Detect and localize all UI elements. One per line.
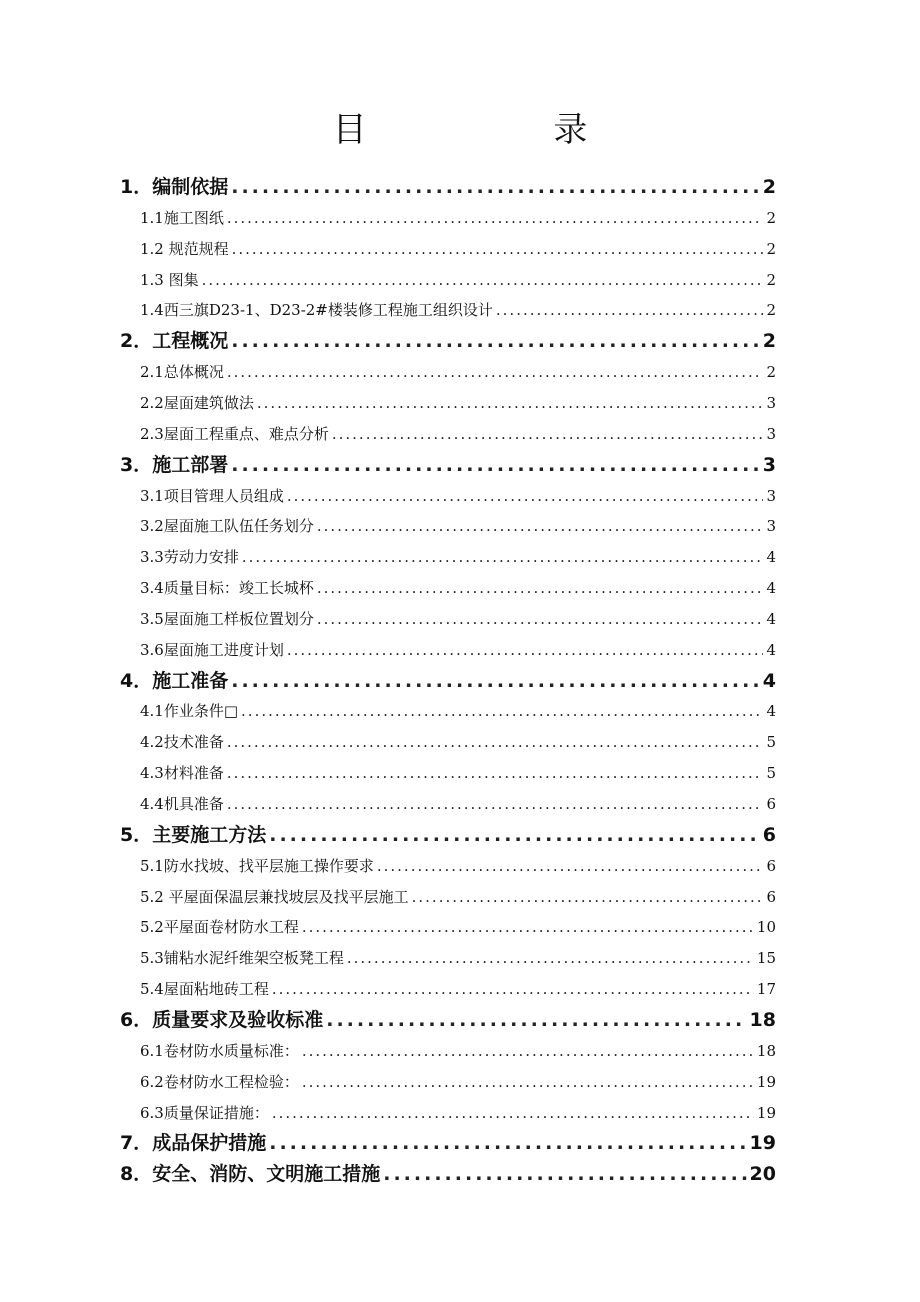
toc-entry-label: 5.4屋面粘地砖工程 xyxy=(140,980,269,999)
toc-section-entry[interactable] xyxy=(140,419,776,450)
toc-section-entry[interactable] xyxy=(140,295,776,326)
toc-entry-label: 4.1作业条件□ xyxy=(140,702,239,721)
toc-entry-label: 6.2卷材防水工程检验： xyxy=(140,1072,299,1091)
toc-entry-label: 7．成品保护措施 xyxy=(120,1132,267,1155)
toc-dot-leader xyxy=(242,542,764,573)
toc-section-entry[interactable] xyxy=(140,727,776,758)
toc-dot-leader xyxy=(227,789,764,820)
toc-section-entry[interactable] xyxy=(140,882,776,913)
toc-page-number: 2 xyxy=(766,208,776,227)
toc-page-number: 5 xyxy=(766,733,776,752)
toc-section-entry[interactable] xyxy=(140,265,776,296)
toc-entry-label: 2．工程概况 xyxy=(120,330,229,353)
toc-section-entry[interactable] xyxy=(140,388,776,419)
toc-page-number: 2 xyxy=(766,270,776,289)
toc-section-entry[interactable] xyxy=(140,542,776,573)
toc-page-number: 3 xyxy=(766,424,776,443)
toc-entry-label: 6.1卷材防水质量标准： xyxy=(140,1041,299,1060)
toc-page-number: 18 xyxy=(756,1041,776,1060)
toc-page-number: 6 xyxy=(766,856,776,875)
toc-entry-label: 6.3质量保证措施： xyxy=(140,1103,269,1122)
toc-dot-leader xyxy=(317,573,764,604)
toc-dot-leader xyxy=(383,1159,746,1190)
toc-page-number: 19 xyxy=(749,1132,776,1155)
toc-page-number: 3 xyxy=(766,486,776,505)
toc-chapter-entry[interactable] xyxy=(120,666,776,697)
toc-entry-label: 4.4机具准备 xyxy=(140,795,224,813)
toc-page-number: 3 xyxy=(766,517,776,536)
page-title: 目 录 xyxy=(332,110,676,150)
toc-entry-label: 1.2 规范规程 xyxy=(140,239,229,258)
toc-entry-label: 5.2平屋面卷材防水工程 xyxy=(140,918,299,937)
toc-section-entry[interactable] xyxy=(140,357,776,388)
toc-section-entry[interactable] xyxy=(140,974,776,1005)
toc-page-number: 5 xyxy=(766,764,776,783)
toc-section-entry[interactable] xyxy=(140,696,776,727)
toc-section-entry[interactable] xyxy=(140,511,776,542)
toc-page-number: 4 xyxy=(766,640,776,659)
toc-dot-leader xyxy=(377,851,764,882)
toc-dot-leader xyxy=(287,481,764,512)
toc-dot-leader xyxy=(332,419,764,450)
toc-dot-leader xyxy=(326,1005,746,1036)
toc-chapter-entry[interactable] xyxy=(120,1005,776,1036)
toc-section-entry[interactable] xyxy=(140,1067,776,1098)
toc-section-entry[interactable] xyxy=(140,635,776,666)
toc-page-number: 4 xyxy=(766,702,776,721)
toc-entry-label: 3.6屋面施工进度计划 xyxy=(140,640,284,659)
toc-dot-leader xyxy=(347,943,754,974)
toc-dot-leader xyxy=(231,666,760,697)
toc-page-number: 4 xyxy=(766,548,776,567)
toc-page-number: 17 xyxy=(756,980,776,999)
toc-dot-leader xyxy=(302,1036,754,1067)
toc-entry-label: 5．主要施工方法 xyxy=(120,823,267,846)
toc-entry-label: 3.2屋面施工队伍任务划分 xyxy=(140,517,314,536)
toc-dot-leader xyxy=(227,357,764,388)
toc-entry-label: 3．施工部署 xyxy=(120,453,229,476)
toc-section-entry[interactable] xyxy=(140,604,776,635)
toc-entry-label: 3.1项目管理人员组成 xyxy=(140,486,284,505)
toc-dot-leader xyxy=(302,1067,754,1098)
toc-entry-label: 4.3材料准备 xyxy=(140,764,224,783)
toc-dot-leader xyxy=(257,388,764,419)
toc-entry-label: 3.5屋面施工样板位置划分 xyxy=(140,609,314,628)
toc-dot-leader xyxy=(269,820,760,851)
toc-page-number: 4 xyxy=(762,669,776,692)
toc-dot-leader xyxy=(227,758,764,789)
toc-dot-leader xyxy=(317,511,764,542)
toc-dot-leader xyxy=(302,912,754,943)
toc-section-entry[interactable] xyxy=(140,234,776,265)
toc-chapter-entry[interactable] xyxy=(120,450,776,481)
toc-page-number: 3 xyxy=(766,393,776,412)
toc-section-entry[interactable] xyxy=(140,573,776,604)
toc-section-entry[interactable] xyxy=(140,203,776,234)
toc-dot-leader xyxy=(241,696,763,727)
toc-chapter-entry[interactable] xyxy=(120,172,776,203)
toc-section-entry[interactable] xyxy=(140,912,776,943)
toc-page-number: 20 xyxy=(749,1163,776,1186)
toc-page-number: 6 xyxy=(762,823,776,846)
toc-section-entry[interactable] xyxy=(140,851,776,882)
toc-section-entry[interactable] xyxy=(140,758,776,789)
toc-section-entry[interactable] xyxy=(140,481,776,512)
toc-entry-label: 1.4西三旗D23-1、D23-2#楼装修工程施工组织设计 xyxy=(140,301,493,320)
toc-page-number: 2 xyxy=(762,330,776,353)
toc-page-number: 4 xyxy=(766,579,776,598)
toc-dot-leader xyxy=(231,172,760,203)
toc-entry-label: 1.1施工图纸 xyxy=(140,208,224,227)
toc-page-number: 2 xyxy=(766,301,776,320)
toc-entry-label: 8．安全、消防、文明施工措施 xyxy=(120,1163,381,1186)
toc-chapter-entry[interactable] xyxy=(120,1128,776,1159)
toc-entry-label: 5.3铺粘水泥纤维架空板凳工程 xyxy=(140,949,344,968)
toc-page-number: 19 xyxy=(756,1072,776,1091)
toc-chapter-entry[interactable] xyxy=(120,326,776,357)
toc-section-entry[interactable] xyxy=(140,789,776,820)
toc-dot-leader xyxy=(227,727,764,758)
toc-dot-leader xyxy=(231,326,760,357)
toc-chapter-entry[interactable] xyxy=(120,820,776,851)
toc-chapter-entry[interactable] xyxy=(120,1159,776,1190)
toc-page-number: 2 xyxy=(766,363,776,382)
toc-dot-leader xyxy=(227,203,764,234)
toc-entry-label: 2.3屋面工程重点、难点分析 xyxy=(140,424,329,443)
toc-dot-leader xyxy=(412,882,764,913)
toc-page-number: 15 xyxy=(756,949,776,968)
toc-dot-leader xyxy=(202,265,764,296)
toc-dot-leader xyxy=(287,635,764,666)
toc-page-number: 2 xyxy=(762,176,776,198)
toc-page-number: 10 xyxy=(756,918,776,937)
toc-page-number: 4 xyxy=(766,609,776,628)
toc-entry-label: 4.2技术准备 xyxy=(140,733,224,752)
toc-page-number: 2 xyxy=(766,239,776,258)
toc-entry-label: 3.3劳动力安排 xyxy=(140,548,239,567)
toc-entry-label: 4．施工准备 xyxy=(120,669,229,692)
toc-page-number: 19 xyxy=(756,1103,776,1122)
toc-section-entry[interactable] xyxy=(140,943,776,974)
toc-entry-label: 5.2 平屋面保温层兼找坡层及找平层施工 xyxy=(140,887,409,906)
toc-entry-label: 1．编制依据 xyxy=(120,176,229,198)
toc-dot-leader xyxy=(272,974,754,1005)
toc-entry-label: 1.3 图集 xyxy=(140,270,199,289)
toc-page-number: 3 xyxy=(762,453,776,476)
toc-entry-label: 5.1防水找坡、找平层施工操作要求 xyxy=(140,856,374,875)
toc-page-number: 6 xyxy=(766,887,776,906)
toc-dot-leader xyxy=(272,1098,754,1129)
toc-dot-leader xyxy=(496,295,764,326)
toc-entry-label: 2.1总体概况 xyxy=(140,363,224,382)
toc-section-entry[interactable] xyxy=(140,1036,776,1067)
toc-entry-label: 6．质量要求及验收标准 xyxy=(120,1008,324,1031)
toc-dot-leader xyxy=(269,1128,746,1159)
toc-entry-label: 3.4质量目标：竣工长城杯 xyxy=(140,579,314,598)
toc-dot-leader xyxy=(317,604,764,635)
toc-entry-label: 2.2屋面建筑做法 xyxy=(140,393,254,412)
toc-page-number: 18 xyxy=(749,1008,776,1031)
toc-page-number: 6 xyxy=(766,795,776,813)
toc-section-entry[interactable] xyxy=(140,1098,776,1129)
toc-dot-leader xyxy=(231,450,760,481)
toc-dot-leader xyxy=(232,234,764,265)
